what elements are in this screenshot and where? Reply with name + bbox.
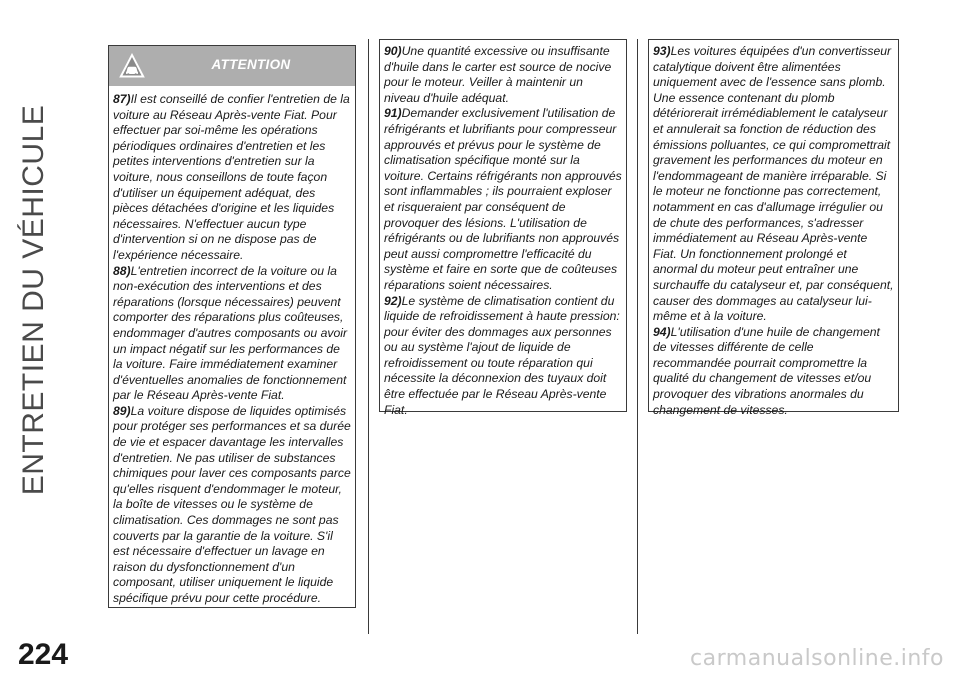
watermark: carmanualsonline.info	[690, 646, 944, 671]
attention-box-column-3	[648, 39, 899, 417]
note-90: 90)Une quantité excessive ou insuffisante d'huile dans le carter est source de nocive pour le moteur. Veiller à maintenir un niveau d'huile adéquat.	[384, 44, 612, 105]
attention-box-column-1	[108, 45, 356, 608]
note-89: 89)La voiture dispose de liquides optimisés pour protéger ses performances et sa durée de vie et espacer davantage les intervalles d'entretien. Ne pas utiliser de substances chimiques pour laver ces composants parce qu'elles risquent d'endommager le moteur, la boîte de vitesses ou le système de climatisation. Ces dommages ne sont pas couverts par la garantie de la voiture. S'il est nécessaire d'effectuer un lavage en raison du dysfonctionnement d'un composant, utiliser uniquement le liquide spécifique prévu pour cette procédure.	[113, 403, 351, 605]
column-divider	[637, 39, 638, 634]
note-93: 93)Les voitures équipées d'un convertisseur catalytique doivent être alimentées uniquement avec de l'essence sans plomb. Une essence contenant du plomb détériorerait irrémédiablement le catalyseur et annulerait sa fonction de réduction des émissions polluantes, ce qui compromettrait gravement les performances du moteur en l'endommageant de manière irréparable. Si le moteur ne fonctionne pas correctement, notamment en cas d'allumage irrégulier ou de chute des performances, s'adresser immédiatement au Réseau Après-vente Fiat. Un fonctionnement prolongé et anormal du moteur peut entraîner une surchauffe du catalyseur et, par conséquent, causer des dommages au catalyseur lui-même et à la voiture.	[653, 44, 894, 324]
column-divider	[368, 39, 369, 634]
note-91: 91)Demander exclusivement l'utilisation de réfrigérants et lubrifiants pour compresseur approuvés et prévus pour le système de climatisation spécifique monté sur la voiture. Certains réfrigérants non approuvés sont inflammables ; ils pourraient exploser et risqueraient par conséquent de provoquer des lésions. L'utilisation de réfrigérants ou de lubrifiants non approuvés peut aussi compromettre l'efficacité du système et faire en sorte que de coûteuses réparations soient nécessaires.	[384, 106, 622, 292]
note-88: 88)L'entretien incorrect de la voiture ou la non-exécution des interventions et des réparations (lorsque nécessaires) peuvent comporter des réparations plus coûteuses, endommager d'autres composants ou avoir un impact négatif sur les performances de la voiture. Faire immédiatement examiner d'éventuelles anomalies de fonctionnement par le Réseau Après-vente Fiat.	[113, 263, 348, 403]
notes-column-1	[109, 86, 355, 607]
notes-column-3	[649, 40, 898, 418]
note-92: 92)Le système de climatisation contient du liquide de refroidissement à haute pression: pour éviter des dommages aux personnes ou au système l'ajout de liquide de refroidissement ou toute réparation qui nécessite la déconnexion des tuyaux doit être effectuée par le Réseau Après-vente Fiat.	[384, 293, 620, 417]
attention-box-column-2	[379, 39, 627, 417]
page-number: 224	[18, 638, 69, 671]
note-87: 87)Il est conseillé de confier l'entretien de la voiture au Réseau Après-vente Fiat. Pour effectuer par soi-même les opérations périodiques ordinaires d'entretien et les petites interventions d'entretien sur la voiture, nous conseillons de toute façon d'utiliser un équipement adéquat, des pièces détachées d'origine et les liquides nécessaires. N'effectuer aucun type d'intervention si on ne dispose pas de l'expérience nécessaire.	[113, 92, 350, 262]
attention-title: ATTENTION	[211, 57, 291, 72]
notes-column-2	[380, 40, 626, 418]
note-94: 94)L'utilisation d'une huile de changement de vitesses différente de celle recommandée pourrait compromettre la qualité du changement de vitesses et/ou provoquer des vibrations anormales du changement de vitesses.	[653, 324, 880, 417]
section-title: ENTRETIEN DU VÉHICULE	[17, 104, 50, 496]
attention-header	[109, 46, 355, 86]
